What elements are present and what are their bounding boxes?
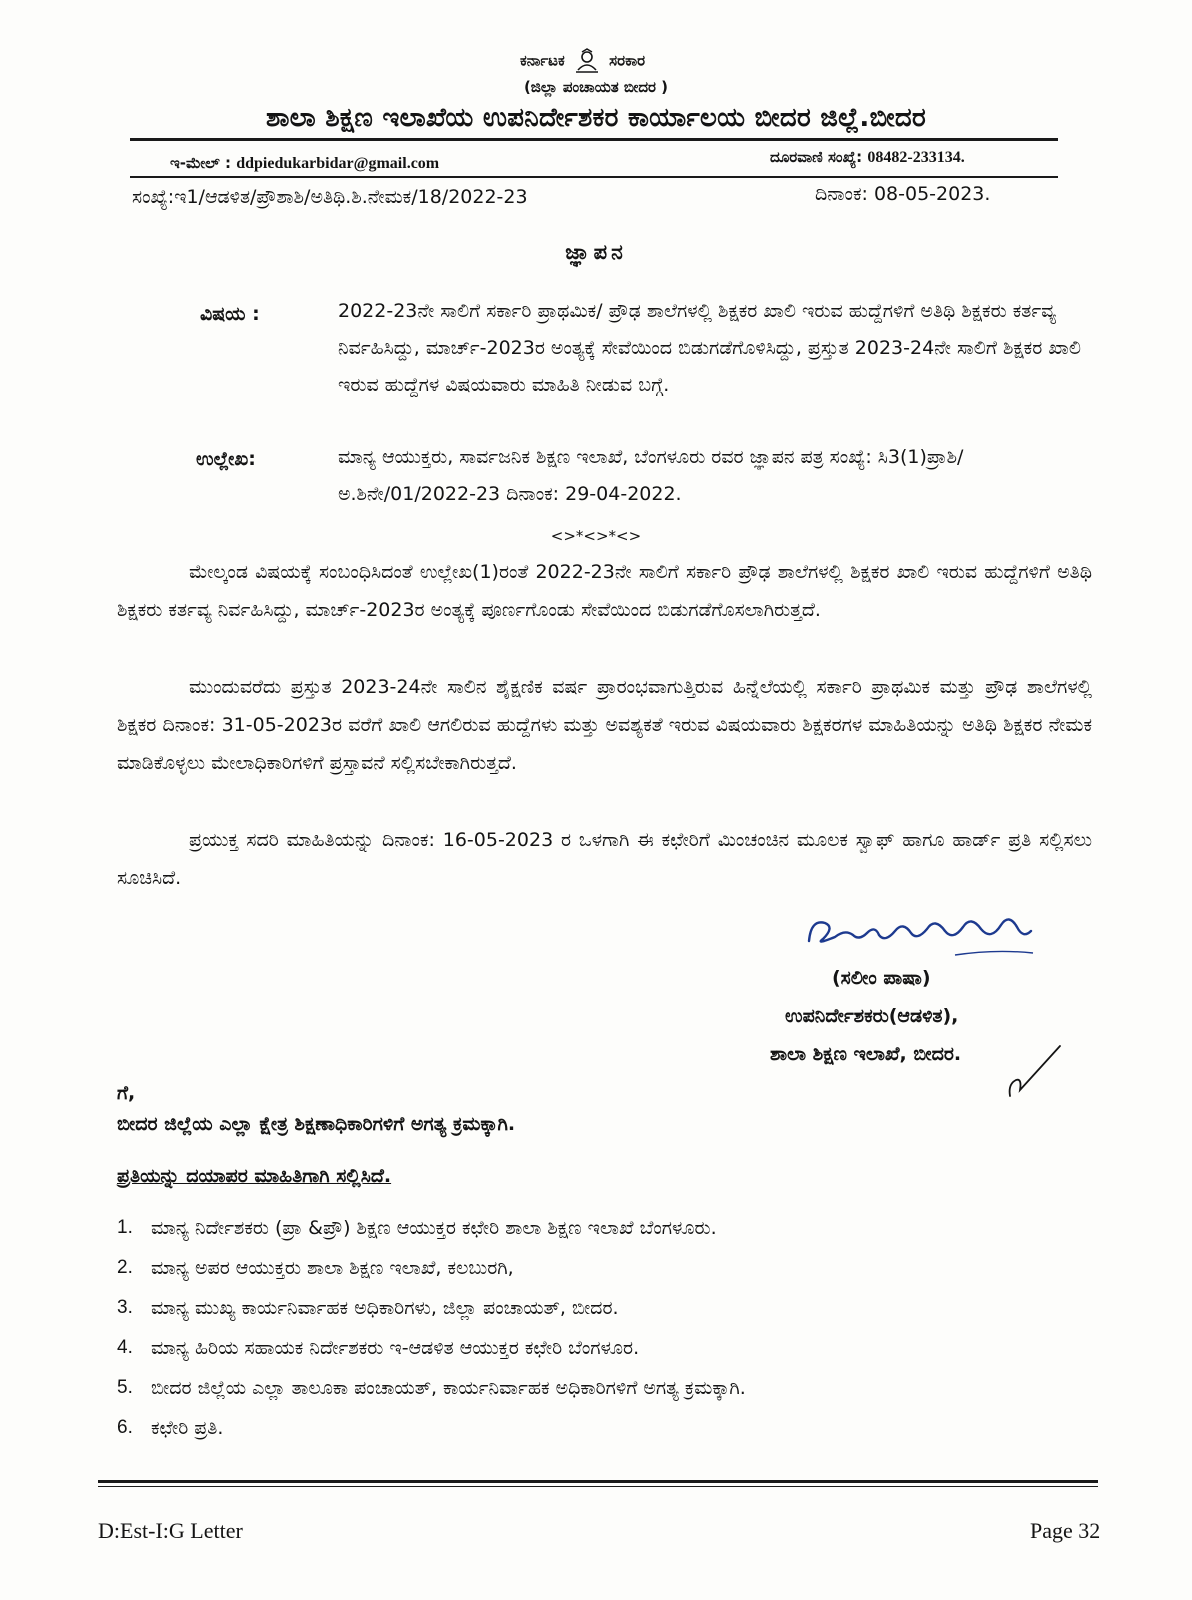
government-line	[520, 48, 645, 74]
phone-number: 08482-233134.	[867, 149, 965, 166]
contact-email	[170, 154, 439, 173]
copies-list	[117, 1208, 1102, 1448]
subject-label: ವಿಷಯ :	[200, 303, 260, 325]
email-label: ಇ-ಮೇಲ್ :	[170, 154, 231, 172]
list-item: 6. ಕಛೇರಿ ಪ್ರತಿ.	[117, 1417, 224, 1439]
signatory-name: (ಸಲೀಂ ಪಾಷಾ)	[832, 967, 931, 989]
zilla-panchayat-line: (ಜಿಲ್ಲಾ ಪಂಚಾಯತ ಬೀದರ )	[523, 78, 669, 96]
footer-document-ref: D:Est-I:G Letter	[98, 1518, 243, 1543]
footer-rule-1	[98, 1480, 1098, 1483]
office-name: ಶಾಲಾ ಶಿಕ್ಷಣ ಇಲಾಖೆಯ ಉಪನಿರ್ದೇಶಕರ ಕಾರ್ಯಾಲಯ ಬೀದರ ಜಿಲ್ಲೆ.ಬೀದರ	[265, 103, 927, 133]
body-paragraph-1: ಮೇಲ್ಕಂಡ ವಿಷಯಕ್ಕೆ ಸಂಬಂಧಿಸಿದಂತೆ ಉಲ್ಲೇಖ(1)ರಂತೆ 2022-23ನೇ ಸಾಲಿಗೆ ಸರ್ಕಾರಿ ಪ್ರೌಢ ಶಾಲೆಗಳಲ್ಲಿ ಶಿಕ್ಷಕರ ಖಾಲಿ ಇರುವ ಹುದ್ದೆಗಳಿಗೆ ಅತಿಥಿ ಶಿಕ್ಷಕರು ಕರ್ತವ್ಯ ನಿರ್ವಹಿಸಿದ್ದು, ಮಾರ್ಚ್-2023ರ ಅಂತ್ಯಕ್ಕೆ ಪೂರ್ಣಗೊಂಡು ಸೇವೆಯಿಂದ ಬಿಡುಗಡೆಗೊಸಲಾಗಿರುತ್ತದೆ.	[117, 561, 1092, 621]
list-item: 4. ಮಾನ್ಯ ಹಿರಿಯ ಸಹಾಯಕ ನಿರ್ದೇಶಕರು ಇ-ಆಡಳಿತ ಆಯುಕ್ತರ ಕಛೇರಿ ಬೆಂಗಳೂರ.	[117, 1337, 640, 1359]
header-rule-top	[130, 138, 1058, 141]
header-rule-bottom	[130, 176, 1058, 178]
reference-label: ಉಲ್ಲೇಖ:	[196, 448, 256, 470]
copies-heading: ಪ್ರತಿಯನ್ನು ದಯಾಪರ ಮಾಹಿತಿಗಾಗಿ ಸಲ್ಲಿಸಿದೆ.	[117, 1165, 392, 1187]
signatory-office: ಶಾಲಾ ಶಿಕ್ಷಣ ಇಲಾಖೆ, ಬೀದರ.	[770, 1043, 962, 1065]
state-emblem-icon	[572, 48, 602, 74]
addressee-label: ಗೆ,	[117, 1082, 136, 1104]
subject-text: 2022-23ನೇ ಸಾಲಿಗೆ ಸರ್ಕಾರಿ ಪ್ರಾಥಮಿಕ/ ಪ್ರೌಢ ಶಾಲೆಗಳಲ್ಲಿ ಶಿಕ್ಷಕರ ಖಾಲಿ ಇರುವ ಹುದ್ದೆಗಳಿಗೆ ಅತಿಥಿ ಶಿಕ್ಷಕರು ಕರ್ತವ್ಯ ನಿರ್ವಹಿಸಿದ್ದು, ಮಾರ್ಚ್-2023ರ ಅಂತ್ಯಕ್ಕೆ ಸೇವೆಯಿಂದ ಬಿಡುಗಡೆಗೊಳಿಸಿದ್ದು, ಪ್ರಸ್ತುತ 2023-24ನೇ ಸಾಲಿಗೆ ಶಿಕ್ಷಕರ ಖಾಲಿ ಇರುವ ಹುದ್ದೆಗಳ ವಿಷಯವಾರು ಮಾಹಿತಿ ನೀಡುವ ಬಗ್ಗೆ.	[338, 300, 1081, 396]
signature-icon	[805, 905, 1035, 965]
phone-label: ದೂರವಾಣಿ ಸಂಖ್ಯೆ:	[770, 148, 863, 166]
body-paragraph-2: ಮುಂದುವರೆದು ಪ್ರಸ್ತುತ 2023-24ನೇ ಸಾಲಿನ ಶೈಕ್ಷಣಿಕ ವರ್ಷ ಪ್ರಾರಂಭವಾಗುತ್ತಿರುವ ಹಿನ್ನೆಲೆಯಲ್ಲಿ ಸರ್ಕಾರಿ ಪ್ರಾಥಮಿಕ ಮತ್ತು ಪ್ರೌಢ ಶಾಲೆಗಳಲ್ಲಿ ಶಿಕ್ಷಕರ ದಿನಾಂಕ: 31-05-2023ರ ವರೆಗೆ ಖಾಲಿ ಆಗಲಿರುವ ಹುದ್ದೆಗಳು ಮತ್ತು ಅವಶ್ಯಕತೆ ಇರುವ ವಿಷಯವಾರು ಶಿಕ್ಷಕರಗಳ ಮಾಹಿತಿಯನ್ನು ಅತಿಥಿ ಶಿಕ್ಷಕರ ನೇಮಕ ಮಾಡಿಕೊಳ್ಳಲು ಮೇಲಾಧಿಕಾರಿಗಳಿಗೆ ಪ್ರಸ್ತಾವನೆ ಸಲ್ಲಿಸಬೇಕಾಗಿರುತ್ತದೆ.	[117, 676, 1092, 774]
contact-phone	[770, 148, 965, 167]
government-right: ಸರಕಾರ	[609, 51, 646, 70]
reference-text: ಮಾನ್ಯ ಆಯುಕ್ತರು, ಸಾರ್ವಜನಿಕ ಶಿಕ್ಷಣ ಇಲಾಖೆ, ಬೆಂಗಳೂರು ರವರ ಜ್ಞಾಪನ ಪತ್ರ ಸಂಖ್ಯೆ: ಸಿ3(1)ಪ್ರಾಶಿ/ಅ.ಶಿನೇ/01/2022-23 ದಿನಾಂಕ: 29-04-2022.	[338, 446, 964, 505]
reference-date: ದಿನಾಂಕ: 08-05-2023.	[815, 183, 991, 205]
addressee-text: ಬೀದರ ಜಿಲ್ಲೆಯ ಎಲ್ಲಾ ಕ್ಷೇತ್ರ ಶಿಕ್ಷಣಾಧಿಕಾರಿಗಳಿಗೆ ಅಗತ್ಯ ಕ್ರಮಕ್ಕಾಗಿ.	[117, 1113, 516, 1135]
footer-rule-2	[98, 1486, 1098, 1487]
government-left: ಕರ್ನಾಟಕ	[520, 51, 565, 70]
reference-number: ಸಂಖ್ಯೆ:ಇ1/ಆಡಳಿತ/ಪ್ರೌಶಾಶಿ/ಅತಿಥಿ.ಶಿ.ನೇಮಕ/18/2022-23	[132, 186, 528, 208]
signatory-designation: ಉಪನಿರ್ದೇಶಕರು(ಆಡಳಿತ),	[785, 1005, 959, 1027]
email-address[interactable]: ddpiedukarbidar@gmail.com	[236, 155, 440, 172]
pen-mark-icon	[1000, 1040, 1080, 1100]
section-divider: <>*<>*<>	[550, 527, 642, 545]
list-item: 1. ಮಾನ್ಯ ನಿರ್ದೇಶಕರು (ಪ್ರಾ &ಪ್ರೌ) ಶಿಕ್ಷಣ ಆಯುಕ್ತರ ಕಛೇರಿ ಶಾಲಾ ಶಿಕ್ಷಣ ಇಲಾಖೆ ಬೆಂಗಳೂರು.	[117, 1217, 717, 1239]
memo-title: ಜ್ಞಾಪನ	[565, 240, 627, 264]
list-item: 2. ಮಾನ್ಯ ಅಪರ ಆಯುಕ್ತರು ಶಾಲಾ ಶಿಕ್ಷಣ ಇಲಾಖೆ, ಕಲಬುರಗಿ,	[117, 1257, 514, 1279]
footer-page-number: Page 32	[1030, 1518, 1101, 1543]
list-item: 5. ಬೀದರ ಜಿಲ್ಲೆಯ ಎಲ್ಲಾ ತಾಲೂಕಾ ಪಂಚಾಯತ್, ಕಾರ್ಯನಿರ್ವಾಹಕ ಅಧಿಕಾರಿಗಳಿಗೆ ಅಗತ್ಯ ಕ್ರಮಕ್ಕಾಗಿ.	[117, 1377, 746, 1399]
list-item: 3. ಮಾನ್ಯ ಮುಖ್ಯ ಕಾರ್ಯನಿರ್ವಾಹಕ ಅಧಿಕಾರಿಗಳು, ಜಿಲ್ಲಾ ಪಂಚಾಯತ್, ಬೀದರ.	[117, 1297, 619, 1319]
body-paragraph-3: ಪ್ರಯುಕ್ತ ಸದರಿ ಮಾಹಿತಿಯನ್ನು ದಿನಾಂಕ: 16-05-2023 ರ ಒಳಗಾಗಿ ಈ ಕಛೇರಿಗೆ ಮಿಂಚಂಚಿನ ಮೂಲಕ ಸ್ವಾಫ್ ಹಾಗೂ ಹಾರ್ಡ್ ಪ್ರತಿ ಸಲ್ಲಿಸಲು ಸೂಚಿಸಿದೆ.	[117, 829, 1092, 889]
